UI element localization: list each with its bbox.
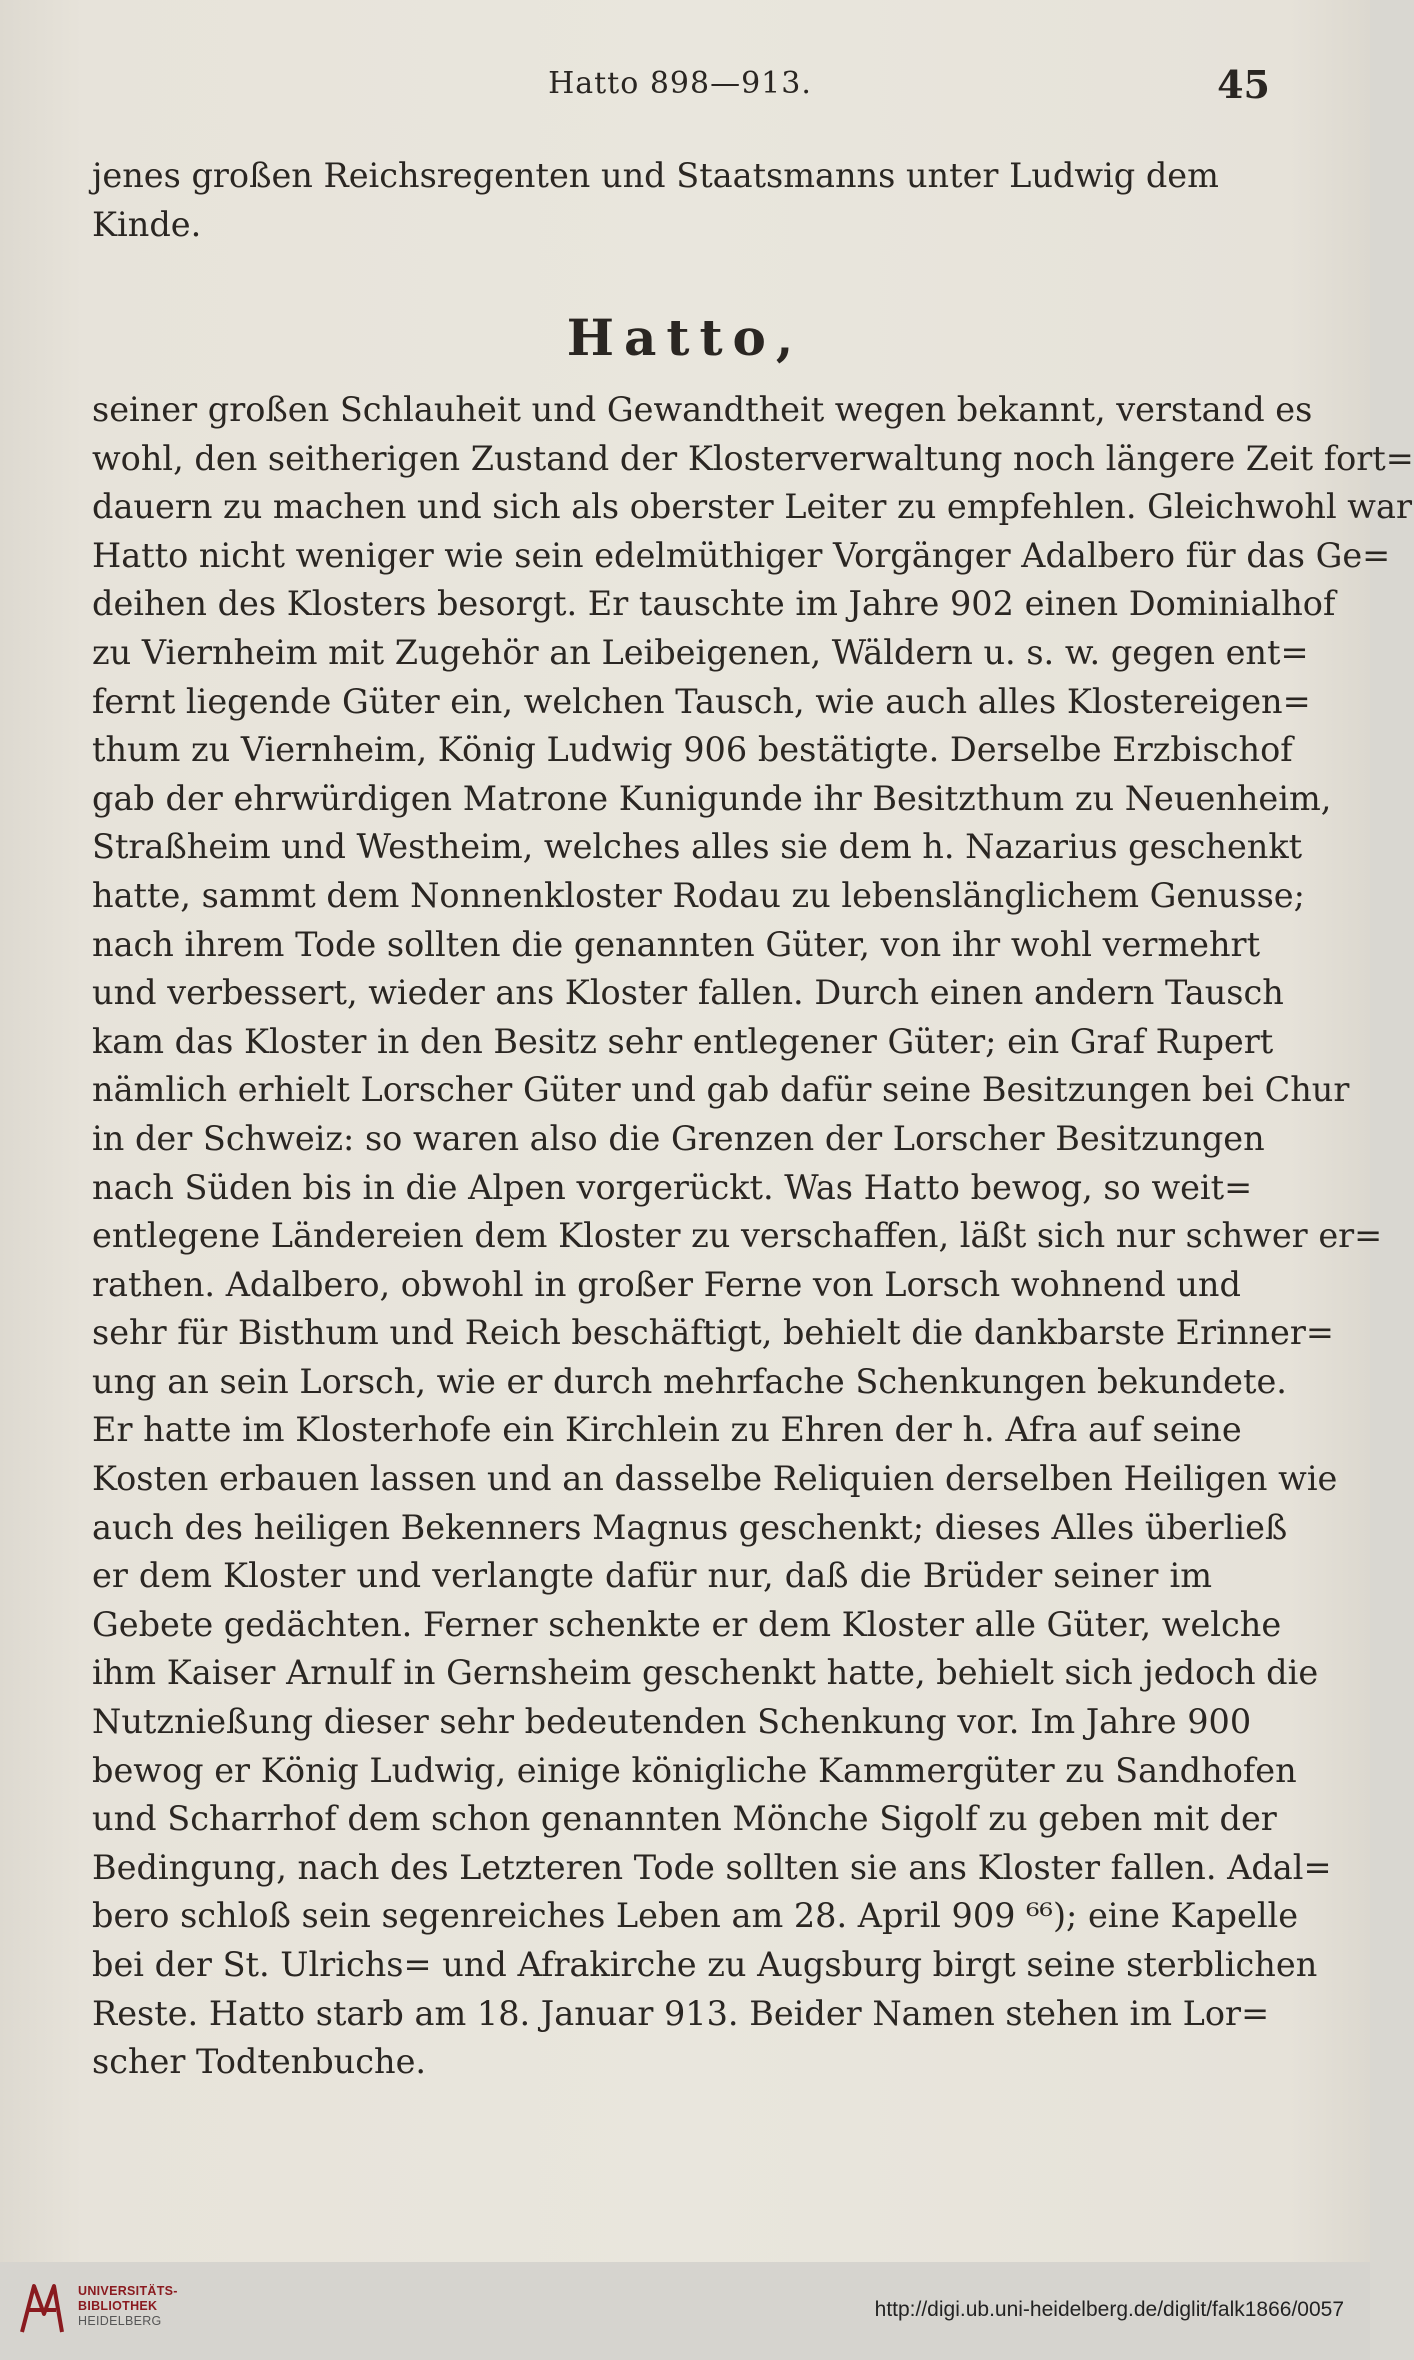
text-line: deihen des Klosters besorgt. Er tauschte im Jahre 902 einen Dominialhof (92, 584, 1336, 624)
text-line: seiner großen Schlauheit und Gewandtheit wegen bekannt, verstand es (92, 390, 1313, 429)
intro-paragraph (92, 152, 1219, 249)
text-line: nämlich erhielt Lorscher Güter und gab dafür seine Besitzungen bei Chur (92, 1070, 1350, 1110)
text-line: nach Süden bis in die Alpen vorgerückt. Was Hatto bewog, so weit= (92, 1167, 1253, 1207)
university-library-logo-icon (14, 2274, 70, 2344)
footer-bar (0, 2262, 1370, 2360)
running-head: Hatto 898—913. (548, 66, 812, 101)
page-header (90, 62, 1270, 112)
text-line: nach ihrem Tode sollten die genannten Güter, von ihr wohl vermehrt (92, 924, 1261, 964)
text-line: kam das Kloster in den Besitz sehr entlegener Güter; ein Graf Rupert (92, 1021, 1274, 1061)
text-line: bei der St. Ulrichs= und Afrakirche zu Augsburg birgt seine sterblichen (92, 1945, 1318, 1984)
library-name-line: HEIDELBERG (78, 2314, 162, 2328)
text-line: auch des heiligen Bekenners Magnus geschenkt; dieses Alles überließ (92, 1507, 1288, 1547)
text-line: bewog er König Ludwig, einige königliche Kammergüter zu Sandhofen (92, 1750, 1297, 1790)
text-line: hatte, sammt dem Nonnenkloster Rodau zu lebenslänglichem Genusse; (92, 875, 1305, 915)
text-line: er dem Kloster und verlangte dafür nur, daß die Brüder seiner im (92, 1556, 1212, 1596)
library-name-line: UNIVERSITÄTS- (78, 2284, 178, 2298)
text-line: Hatto nicht weniger wie sein edelmüthiger Vorgänger Adalbero für das Ge= (92, 535, 1391, 575)
text-line: ihm Kaiser Arnulf in Gernsheim geschenkt hatte, behielt sich jedoch die (92, 1653, 1319, 1693)
text-line: scher Todtenbuche. (92, 2042, 427, 2082)
source-url-link[interactable]: http://digi.ub.uni-heidelberg.de/diglit/falk1866/0057 (874, 2298, 1344, 2321)
text-line: sehr für Bisthum und Reich beschäftigt, behielt die dankbarste Erinner= (92, 1313, 1334, 1353)
text-line: wohl, den seitherigen Zustand der Klosterverwaltung noch längere Zeit fort= (92, 438, 1414, 478)
text-line: ung an sein Lorsch, wie er durch mehrfache Schenkungen bekundete. (92, 1361, 1287, 1401)
text-line: rathen. Adalbero, obwohl in großer Ferne von Lorsch wohnend und (92, 1264, 1241, 1304)
text-line: in der Schweiz: so waren also die Grenzen der Lorscher Besitzungen (92, 1118, 1265, 1158)
text-line: Straßheim und Westheim, welches alles sie dem h. Nazarius geschenkt (92, 827, 1303, 867)
text-line: und Scharrhof dem schon genannten Mönche Sigolf zu geben mit der (92, 1799, 1277, 1839)
text-line: Kosten erbauen lassen und an dasselbe Reliquien derselben Heiligen wie (92, 1459, 1338, 1499)
main-paragraph (92, 386, 1414, 2087)
text-line: Er hatte im Klosterhofe ein Kirchlein zu Ehren der h. Afra auf seine (92, 1410, 1242, 1450)
text-line: thum zu Viernheim, König Ludwig 906 bestätigte. Derselbe Erzbischof (92, 730, 1293, 770)
library-name-line: BIBLIOTHEK (78, 2299, 158, 2313)
text-line: zu Viernheim mit Zugehör an Leibeigenen, Wäldern u. s. w. gegen ent= (92, 632, 1309, 672)
library-name (78, 2284, 198, 2329)
text-line: gab der ehrwürdigen Matrone Kunigunde ihr Besitzthum zu Neuenheim, (92, 778, 1332, 818)
text-line: Gebete gedächten. Ferner schenkte er dem Kloster alle Güter, welche (92, 1604, 1282, 1644)
text-line: bero schloß sein segenreiches Leben am 28. April 909 ⁶⁶); eine Kapelle (92, 1896, 1299, 1936)
text-line: Reste. Hatto starb am 18. Januar 913. Beider Namen stehen im Lor= (92, 1993, 1270, 2033)
text-line: fernt liegende Güter ein, welchen Tausch, wie auch alles Klostereigen= (92, 681, 1311, 721)
text-line: dauern zu machen und sich als oberster Leiter zu empfehlen. Gleichwohl war (92, 487, 1412, 527)
text-line: Bedingung, nach des Letzteren Tode sollten sie ans Kloster fallen. Adal= (92, 1847, 1332, 1887)
text-line: entlegene Ländereien dem Kloster zu verschaffen, läßt sich nur schwer er= (92, 1216, 1383, 1256)
text-line: und verbessert, wieder ans Kloster fallen. Durch einen andern Tausch (92, 973, 1284, 1013)
text-line: Kinde. (92, 204, 202, 244)
text-line: jenes großen Reichsregenten und Staatsmanns unter Ludwig dem (92, 156, 1219, 195)
page-number: 45 (1217, 62, 1270, 107)
section-title: Hatto, (566, 308, 804, 367)
text-line: Nutznießung dieser sehr bedeutenden Schenkung vor. Im Jahre 900 (92, 1702, 1252, 1742)
